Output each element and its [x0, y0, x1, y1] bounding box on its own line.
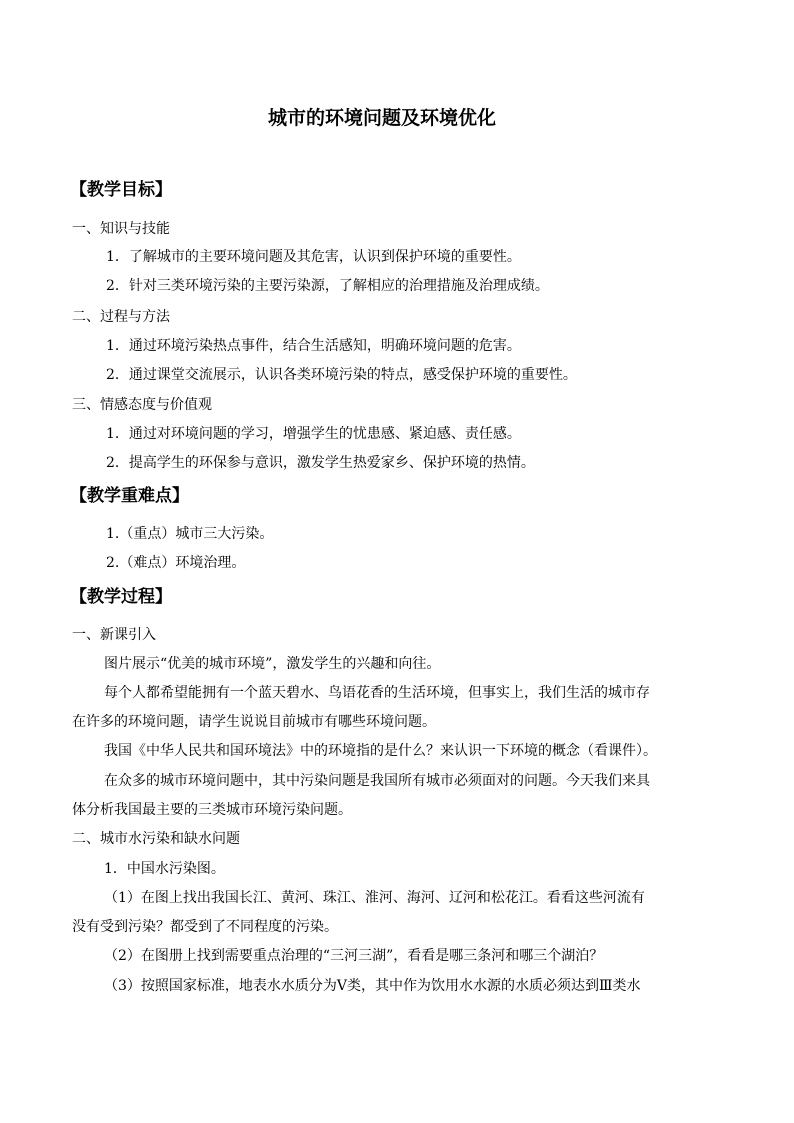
list-item: 2．提高学生的环保参与意识，激发学生热爱家乡、保护环境的热情。	[106, 455, 535, 471]
list-item: 1．通过对环境问题的学习，增强学生的忧患感、紧迫感、责任感。	[106, 426, 521, 442]
subsection-heading: 一、新课引入	[72, 627, 156, 643]
paragraph-line: 我国《中华人民共和国环境法》中的环境指的是什么？来认识一下环境的概念（看课件）。	[104, 743, 657, 759]
paragraph-line: 体分析我国最主要的三类城市环境污染问题。	[72, 802, 352, 818]
section-heading-goals: 【教学目标】	[70, 180, 172, 200]
section-heading-keypoints: 【教学重难点】	[70, 486, 189, 506]
paragraph-line: 在众多的城市环境问题中，其中污染问题是我国所有城市必须面对的问题。今天我们来具	[104, 773, 650, 789]
paragraph-line: 在许多的环境问题，请学生说说目前城市有哪些环境问题。	[72, 714, 436, 730]
list-item: 1．中国水污染图。	[104, 861, 225, 877]
list-item: 1．通过环境污染热点事件，结合生活感知，明确环境问题的危害。	[106, 338, 521, 354]
subsection-heading: 一、知识与技能	[72, 221, 170, 237]
list-item: 2.（难点）环境治理。	[106, 555, 246, 571]
paragraph-line: （1）在图上找出我国长江、黄河、珠江、淮河、海河、辽河和松花江。看看这些河流有	[104, 890, 645, 906]
list-item: 2．通过课堂交流展示，认识各类环境污染的特点，感受保护环境的重要性。	[106, 367, 577, 383]
paragraph-line: （2）在图册上找到需要重点治理的“三河三湖”，看看是哪三条河和哪三个湖泊？	[104, 948, 604, 964]
page-title: 城市的环境问题及环境优化	[268, 107, 497, 129]
subsection-heading: 三、情感态度与价值观	[72, 397, 212, 413]
subsection-heading: 二、城市水污染和缺水问题	[72, 831, 240, 847]
section-heading-process: 【教学过程】	[70, 587, 172, 607]
paragraph-line: 图片展示“优美的城市环境”，激发学生的兴趣和向往。	[104, 656, 441, 672]
list-item: 2．针对三类环境污染的主要污染源，了解相应的治理措施及治理成绩。	[106, 278, 549, 294]
paragraph-line: （3）按照国家标准，地表水水质分为Ⅴ类，其中作为饮用水水源的水质必须达到Ⅲ类水	[104, 978, 641, 994]
paragraph-line: 每个人都希望能拥有一个蓝天碧水、鸟语花香的生活环境，但事实上，我们生活的城市存	[104, 685, 650, 701]
list-item: 1．了解城市的主要环境问题及其危害，认识到保护环境的重要性。	[106, 249, 521, 265]
list-item: 1.（重点）城市三大污染。	[106, 526, 274, 542]
paragraph-line: 没有受到污染？都受到了不同程度的污染。	[72, 919, 338, 935]
subsection-heading: 二、过程与方法	[72, 309, 170, 325]
